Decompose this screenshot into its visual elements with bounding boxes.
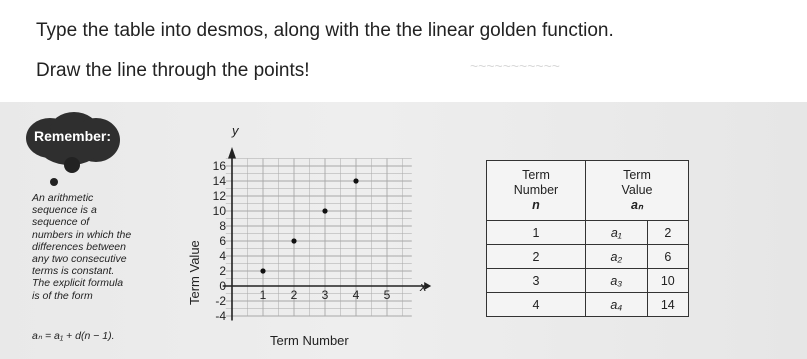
sequence-table — [486, 160, 689, 317]
table-row — [487, 293, 689, 317]
thought-bubble-dot-small — [50, 178, 58, 186]
definition-line: terms is constant. — [32, 265, 115, 278]
definition-line: The explicit formula — [32, 277, 124, 290]
col-header-term-value — [586, 161, 689, 221]
y-axis-label: Term Value — [187, 240, 202, 305]
x-tick-label: 5 — [383, 288, 391, 302]
table-row — [487, 245, 689, 269]
value-cell: 6 — [647, 245, 688, 269]
col-header-term-number — [487, 161, 586, 221]
value-cell: 10 — [647, 269, 688, 293]
n-cell: 2 — [487, 245, 586, 269]
y-tick-label: 2 — [219, 264, 226, 278]
term-cell: a₂ — [586, 245, 648, 269]
header-word: Term — [623, 168, 651, 182]
definition-line: An arithmetic — [32, 192, 94, 204]
y-tick-label: 12 — [212, 189, 226, 203]
y-tick-label: 16 — [212, 159, 226, 173]
x-tick-label: 2 — [290, 288, 298, 302]
header-word: Number — [513, 183, 559, 197]
y-axis-arrow — [228, 147, 236, 159]
term-cell: a₃ — [586, 269, 648, 293]
data-point — [353, 178, 358, 183]
y-tick-label: 4 — [219, 249, 226, 263]
value-cell: 14 — [647, 293, 688, 317]
table-row — [487, 221, 689, 245]
instruction-line-2: Draw the line through the points! — [36, 60, 310, 81]
y-tick-label: 0 — [219, 279, 226, 293]
x-axis-label: Term Number — [270, 333, 349, 348]
data-point — [322, 208, 327, 213]
y-tick-label: 8 — [219, 219, 226, 233]
thought-bubble-dot — [64, 157, 80, 173]
header-variable: aₙ — [631, 198, 643, 212]
y-axis-symbol: y — [232, 125, 239, 138]
definition-text — [32, 192, 180, 302]
term-graph — [170, 125, 440, 359]
term-cell: a₁ — [586, 221, 648, 245]
definition-line: any two consecutive — [32, 253, 127, 266]
remember-title: Remember: — [34, 128, 112, 144]
x-axis-symbol: x — [420, 279, 427, 294]
definition-line: differences between — [32, 240, 126, 253]
definition-line: sequence is a — [32, 204, 97, 217]
n-cell: 3 — [487, 269, 586, 293]
n-cell: 4 — [487, 293, 586, 317]
x-tick-label: 4 — [352, 288, 360, 302]
header-word: Term — [522, 168, 550, 182]
y-tick-label: -2 — [215, 294, 226, 308]
bleed-through-text: ~~~~~~~~~~~ — [470, 58, 560, 74]
data-point — [260, 268, 265, 273]
y-tick-label: 10 — [212, 204, 226, 218]
header-word: Value — [621, 183, 653, 197]
header-variable: n — [532, 198, 540, 212]
definition-line: sequence of — [32, 216, 90, 229]
y-tick-label: 6 — [219, 234, 226, 248]
n-cell: 1 — [487, 221, 586, 245]
term-cell: a₄ — [586, 293, 648, 317]
table-row — [487, 269, 689, 293]
value-cell: 2 — [647, 221, 688, 245]
definition-line: numbers in which the — [32, 228, 132, 241]
x-tick-label: 3 — [321, 288, 329, 302]
y-tick-label: 14 — [212, 174, 226, 188]
instruction-line-1: Type the table into desmos, along with the the linear golden function. — [36, 20, 614, 41]
data-point — [291, 238, 296, 243]
y-tick-label: -4 — [215, 309, 226, 323]
definition-line: is of the form — [32, 289, 93, 302]
explicit-formula: aₙ = a₁ + d(n − 1). — [32, 330, 115, 342]
x-tick-label: 1 — [259, 288, 267, 302]
